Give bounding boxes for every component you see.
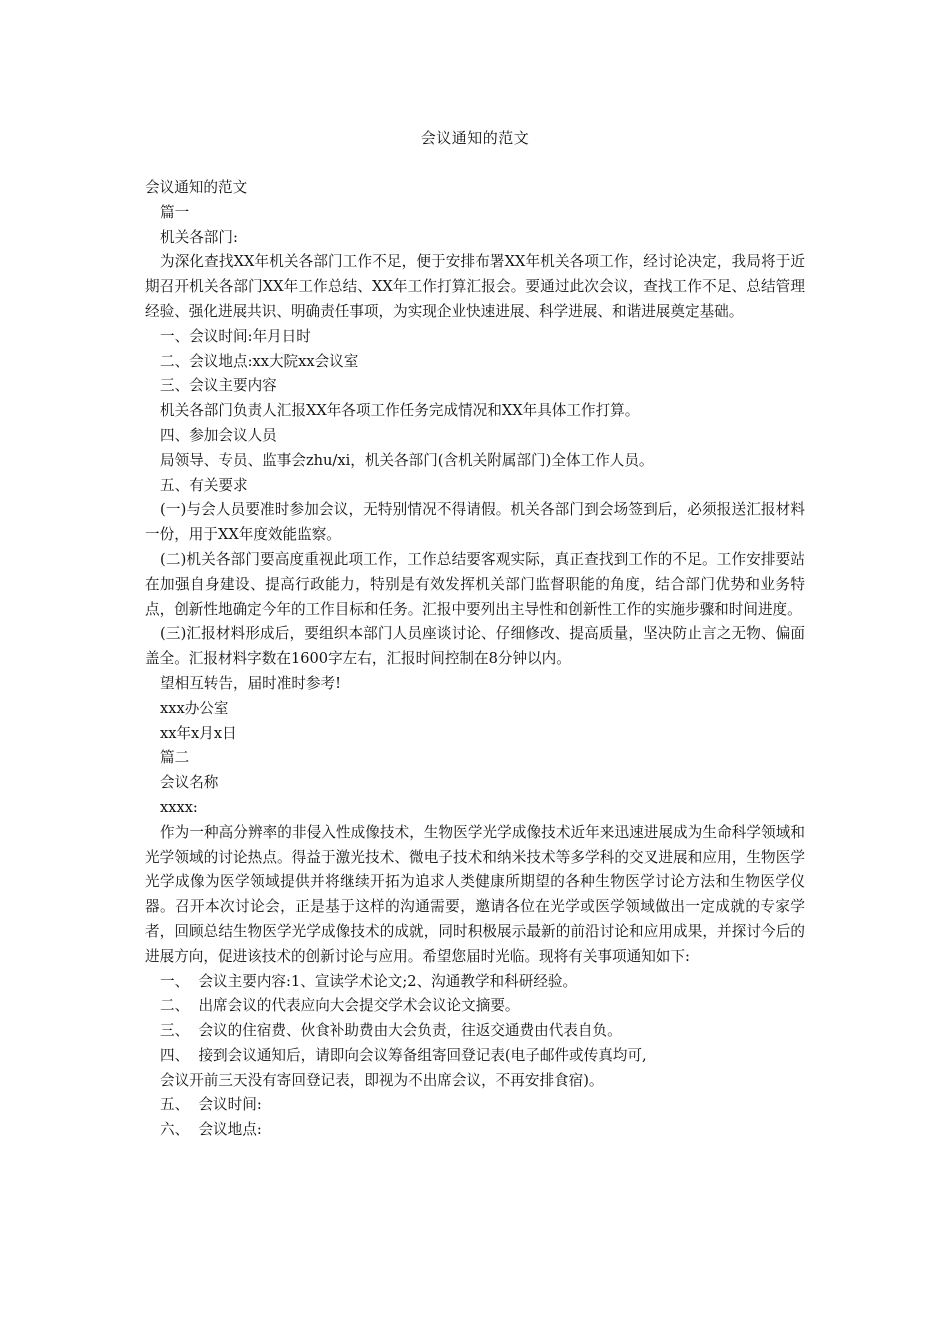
paragraph: 三、会议主要内容 xyxy=(160,377,277,395)
document-body xyxy=(145,176,805,1143)
paragraph: 为深化查找XX年机关各部门工作不足，便于安排布署XX年机关各项工作，经讨论决定，我局将于近期召开机关各部门XX年工作总结、XX年工作打算汇报会。要通过此次会议，查找工作不足、总结管理经验、强化进展共识、明确责任事项，为实现企业快速进展、科学进展、和谐进展奠定基础。 xyxy=(145,253,805,320)
paragraph: 机关各部门负责人汇报XX年各项工作任务完成情况和XX年具体工作打算。 xyxy=(160,402,640,420)
paragraph: 会议开前三天没有寄回登记表，即视为不出席会议，不再安排食宿)。 xyxy=(160,1071,604,1089)
paragraph: 会议通知的范文 xyxy=(145,179,248,196)
paragraph: 会议名称 xyxy=(160,774,219,792)
paragraph: 二、会议地点:xx大院xx会议室 xyxy=(160,352,359,370)
paragraph: xxx办公室 xyxy=(160,699,229,717)
paragraph: 局领导、专员、监事会zhu/xi，机关各部门(含机关附属部门)全体工作人员。 xyxy=(160,451,654,469)
paragraph: (一)与会人员要准时参加会议，无特别情况不得请假。机关各部门到会场签到后，必须报送汇报材料一份，用于XX年度效能监察。 xyxy=(145,501,805,544)
paragraph: 五、 会议时间: xyxy=(160,1096,262,1114)
paragraph: 一、会议时间:年月日时 xyxy=(160,327,311,345)
paragraph: 机关各部门: xyxy=(160,228,238,246)
paragraph: (三)汇报材料形成后，要组织本部门人员座谈讨论、仔细修改、提高质量，坚决防止言之无物、偏面盖全。汇报材料字数在1600字左右，汇报时间控制在8分钟以内。 xyxy=(145,625,805,668)
paragraph: 一、 会议主要内容:1、宣读学术论文;2、沟通教学和科研经验。 xyxy=(160,972,578,990)
paragraph: (二)机关各部门要高度重视此项工作，工作总结要客观实际，真正查找到工作的不足。工作安排要站在加强自身建设、提高行政能力，特别是有效发挥机关部门监督职能的角度，结合部门优势和业务特点，创新性地确定今年的工作目标和任务。汇报中要列出主导性和创新性工作的实施步骤和时间进度。 xyxy=(145,550,805,618)
paragraph: 望相互转告，届时准时参考! xyxy=(160,674,341,692)
paragraph: xxxx: xyxy=(160,798,198,816)
paragraph: 四、参加会议人员 xyxy=(160,426,277,444)
paragraph: 篇一 xyxy=(160,203,190,221)
paragraph: 三、 会议的住宿费、伙食补助费由大会负责，往返交通费由代表自负。 xyxy=(160,1022,622,1040)
paragraph: 五、有关要求 xyxy=(160,476,248,494)
paragraph: xx年x月x日 xyxy=(160,724,237,742)
paragraph: 篇二 xyxy=(160,749,190,767)
paragraph: 六、 会议地点: xyxy=(160,1121,262,1139)
paragraph: 作为一种高分辨率的非侵入性成像技术，生物医学光学成像技术近年来迅速进展成为生命科学领域和光学领域的讨论热点。得益于激光技术、微电子技术和纳米技术等多学科的交叉进展和应用，生物医学光学成像为医学领域提供并将继续开拓为追求人类健康所期望的各种生物医学讨论方法和生物医学仪器。召开本次讨论会，正是基于这样的沟通需要，邀请各位在光学或医学领域做出一定成就的专家学者，回顾总结生物医学光学成像技术的成就，同时积极展示最新的前沿讨论和应用成果，并探讨今后的进展方向，促进该技术的创新讨论与应用。希望您届时光临。现将有关事项通知如下: xyxy=(145,823,805,965)
paragraph: 四、 接到会议通知后，请即向会议筹备组寄回登记表(电子邮件或传真均可, xyxy=(160,1046,647,1064)
paragraph: 二、 出席会议的代表应向大会提交学术会议论文摘要。 xyxy=(160,997,520,1015)
document-title: 会议通知的范文 xyxy=(420,129,530,147)
